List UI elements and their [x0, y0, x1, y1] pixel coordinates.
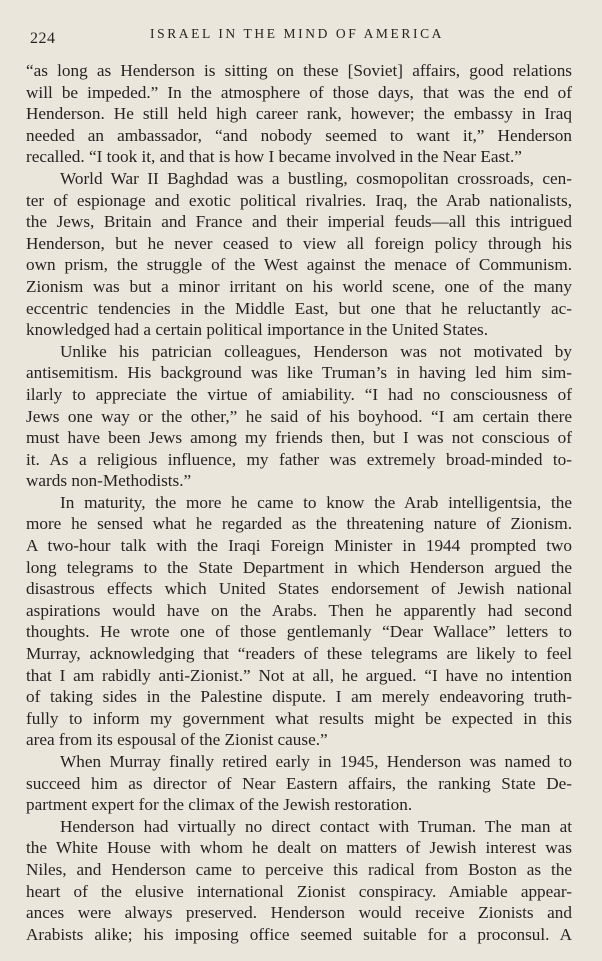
text-line: must have been Jews among my friends then, but I was not conscious of	[26, 428, 572, 448]
text-line: long telegrams to the State Department in which Henderson argued the	[26, 557, 572, 577]
paragraph-first-line: When Murray finally retired early in 1945, Henderson was named to	[60, 752, 572, 771]
text-line: A two-hour talk with the Iraqi Foreign Minister in 1944 prompted two	[26, 536, 572, 556]
running-head	[30, 22, 574, 46]
text-line: heart of the elusive international Zionist conspiracy. Amiable appear-	[26, 881, 572, 901]
text-line: partment expert for the climax of the Jewish restoration.	[26, 795, 413, 815]
text-line: the Jews, Britain and France and their imperial feuds—all this intrigued	[26, 212, 572, 232]
page-number: 224	[30, 30, 56, 47]
paragraph-first-line: Unlike his patrician colleagues, Henderson was not motivated by	[60, 341, 572, 361]
paragraph-first-line: In maturity, the more he came to know the Arab intelligentsia, the	[60, 492, 572, 512]
text-line: own prism, the struggle of the West against the menace of Communism.	[26, 255, 572, 275]
text-line: aspirations would have on the Arabs. Then he apparently had second	[26, 600, 572, 620]
text-line: Jews one way or the other,” he said of his boyhood. “I am certain there	[26, 406, 572, 426]
body-text	[26, 60, 572, 945]
text-line: that I am rabidly anti-Zionist.” Not at all, he argued. “I have no intention	[26, 665, 572, 685]
text-line: will be impeded.” In the atmosphere of those days, that was the end of	[26, 82, 572, 102]
text-line: Murray, acknowledging that “readers of these telegrams are likely to feel	[26, 644, 572, 664]
text-line: the White House with whom he dealt on matters of Jewish interest was	[26, 838, 572, 858]
text-line: knowledged had a certain political importance in the United States.	[26, 320, 489, 340]
text-line: ter of espionage and exotic political rivalries. Iraq, the Arab nationalists,	[26, 190, 572, 210]
text-line: more he sensed what he regarded as the threatening nature of Zionism.	[26, 514, 572, 534]
text-line: area from its espousal of the Zionist cause.”	[26, 730, 328, 750]
text-line: wards non-Methodists.”	[26, 471, 192, 491]
text-line: Zionism was but a minor irritant on his world scene, one of the many	[26, 276, 572, 296]
text-line: antisemitism. His background was like Truman’s in having led him sim-	[26, 363, 572, 383]
text-line: ances were always preserved. Henderson would receive Zionists and	[26, 903, 572, 923]
text-line: Arabists alike; his imposing office seemed suitable for a proconsul. A	[26, 924, 572, 944]
text-line: needed an ambassador, “and nobody seemed to want it,” Henderson	[26, 125, 572, 145]
text-line: Henderson. He still held high career rank, however; the embassy in Iraq	[26, 104, 572, 124]
text-line: ilarly to appreciate the virtue of amiability. “I had no consciousness of	[26, 384, 572, 404]
text-line: thoughts. He wrote one of those gentlemanly “Dear Wallace” letters to	[26, 622, 572, 642]
book-title: ISRAEL IN THE MIND OF AMERICA	[150, 26, 445, 41]
paragraph-first-line: World War II Baghdad was a bustling, cosmopolitan crossroads, cen-	[60, 168, 572, 188]
text-line: succeed him as director of Near Eastern affairs, the ranking State De-	[26, 773, 572, 793]
text-line: eccentric tendencies in the Middle East, but one that he reluctantly ac-	[26, 298, 572, 318]
text-line: disastrous effects which United States endorsement of Jewish national	[26, 579, 572, 599]
text-line: Henderson, but he never ceased to view all foreign policy through his	[26, 233, 572, 253]
text-line: recalled. “I took it, and that is how I became involved in the Near East.”	[26, 147, 522, 167]
paragraph-first-line: Henderson had virtually no direct contact with Truman. The man at	[60, 816, 572, 836]
text-line: fully to inform my government what results might be expected in this	[26, 708, 572, 728]
text-line: it. As a religious influence, my father was extremely broad-minded to-	[26, 449, 572, 469]
text-line: “as long as Henderson is sitting on these [Soviet] affairs, good relations	[26, 61, 572, 80]
text-line: Niles, and Henderson came to perceive this radical from Boston as the	[26, 859, 572, 879]
text-line: of taking sides in the Palestine dispute. I am merely endeavoring truth-	[26, 687, 572, 707]
